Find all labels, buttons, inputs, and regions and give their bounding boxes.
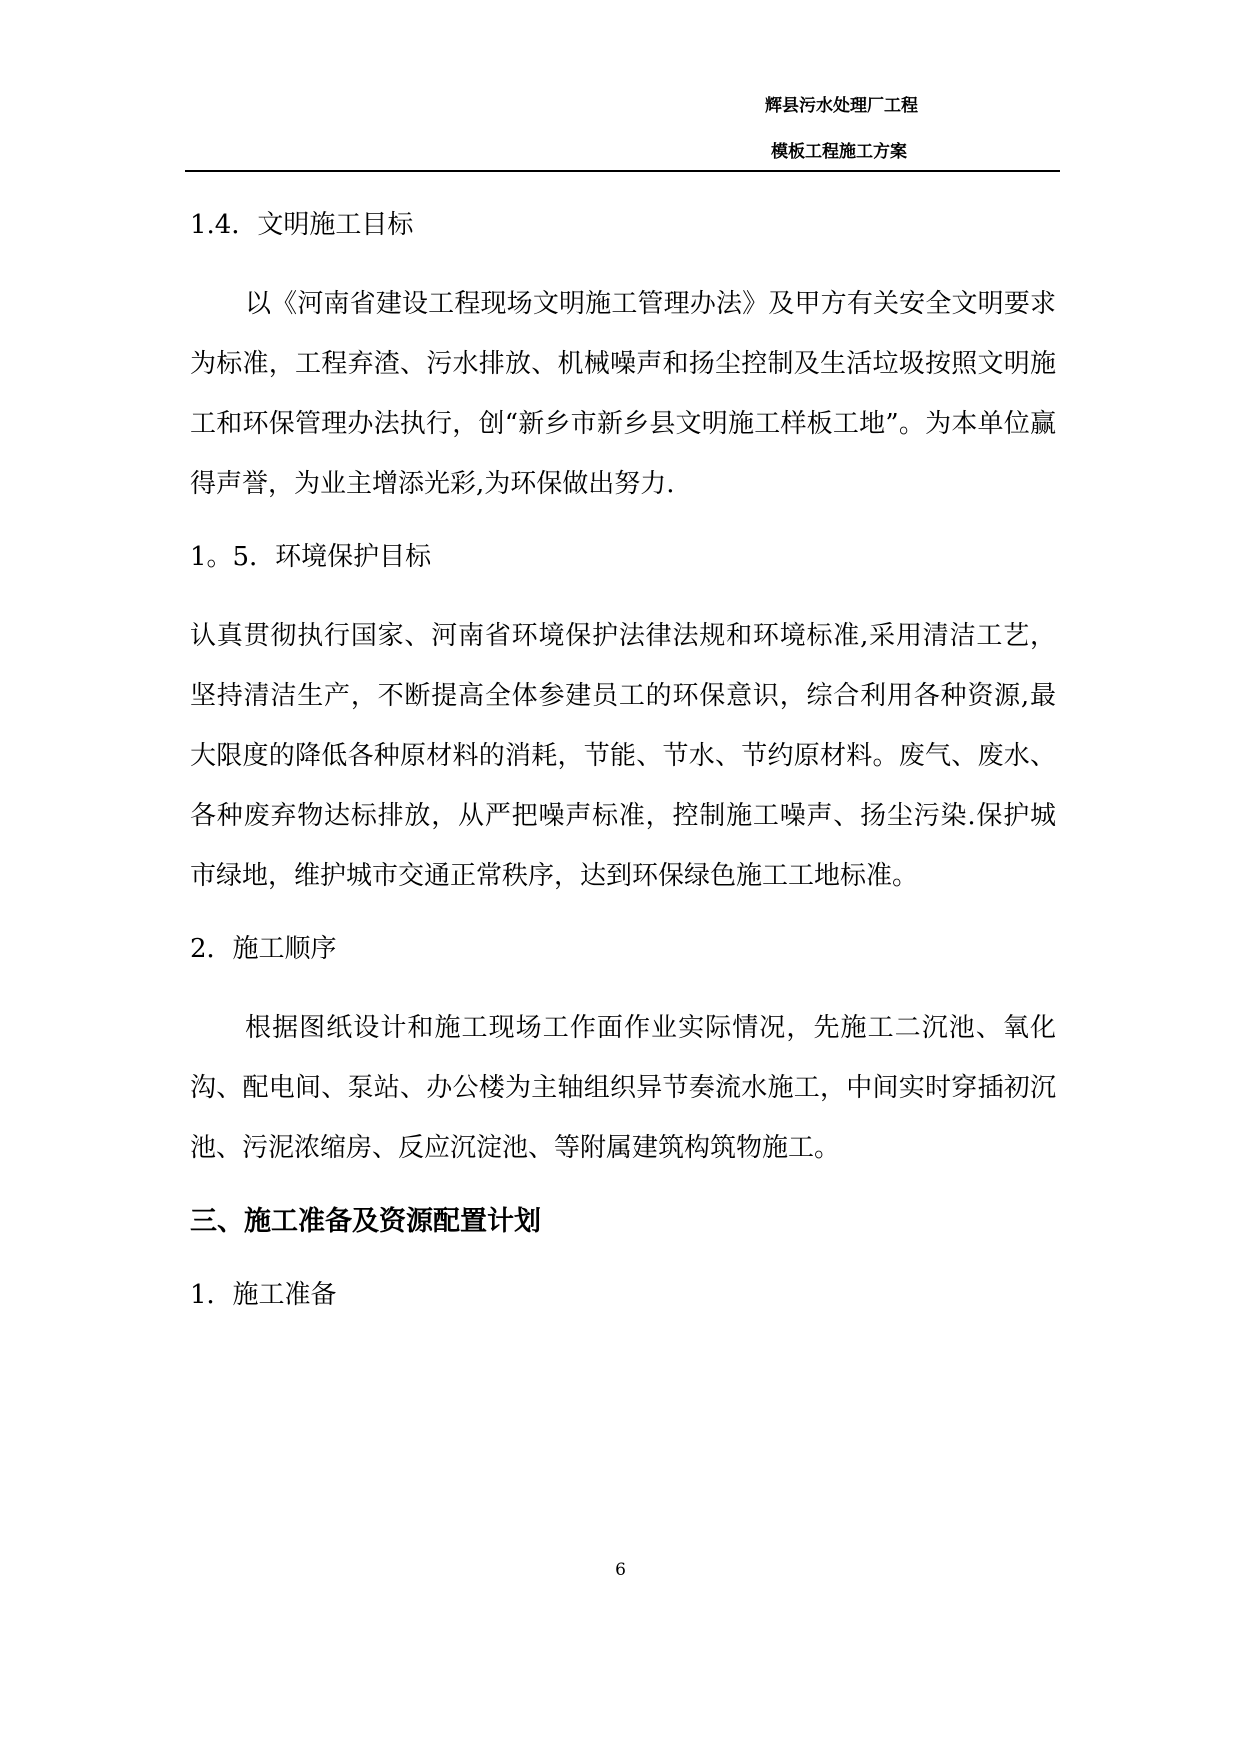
section-text-2: 根据图纸设计和施工现场工作面作业实际情况，先施工二沉池、氧化沟、配电间、泵站、办公楼为主轴组织异节奏流水施工，中间实时穿插初沉池、污泥浓缩房、反应沉淀池、等附属建筑构筑物施工。 bbox=[190, 1013, 1056, 1163]
section-text-1-5: 认真贯彻执行国家、河南省环境保护法律法规和环境标准,采用清洁工艺，坚持清洁生产，不断提高全体参建员工的环保意识，综合利用各种资源,最大限度的降低各种原材料的消耗，节能、节水、节约原材料。废气、废水、各种废弃物达标排放，从严把噪声标准，控制施工噪声、扬尘污染.保护城市绿地，维护城市交通正常秩序，达到环保绿色施工工地标准。 bbox=[190, 621, 1056, 891]
chapter-heading-3: 三、施工准备及资源配置计划 bbox=[190, 1206, 541, 1237]
page-content bbox=[190, 196, 1056, 1324]
section-heading-1-4: 1.4．文明施工目标 bbox=[190, 210, 414, 240]
page-header bbox=[185, 78, 1060, 172]
section-heading-1-5: 1。5．环境保护目标 bbox=[190, 542, 432, 572]
page-number: 6 bbox=[615, 1560, 626, 1580]
section-heading-3-1: 1．施工准备 bbox=[190, 1280, 337, 1310]
header-project-name: 辉县污水处理厂工程 bbox=[765, 96, 918, 116]
section-heading-2: 2．施工顺序 bbox=[190, 934, 337, 964]
header-document-title: 模板工程施工方案 bbox=[771, 142, 907, 162]
section-text-1-4: 以《河南省建设工程现场文明施工管理办法》及甲方有关安全文明要求为标准，工程弃渣、污水排放、机械噪声和扬尘控制及生活垃圾按照文明施工和环保管理办法执行，创“新乡市新乡县文明施工样板工地”。为本单位赢得声誉，为业主增添光彩,为环保做出努力. bbox=[190, 289, 1056, 499]
